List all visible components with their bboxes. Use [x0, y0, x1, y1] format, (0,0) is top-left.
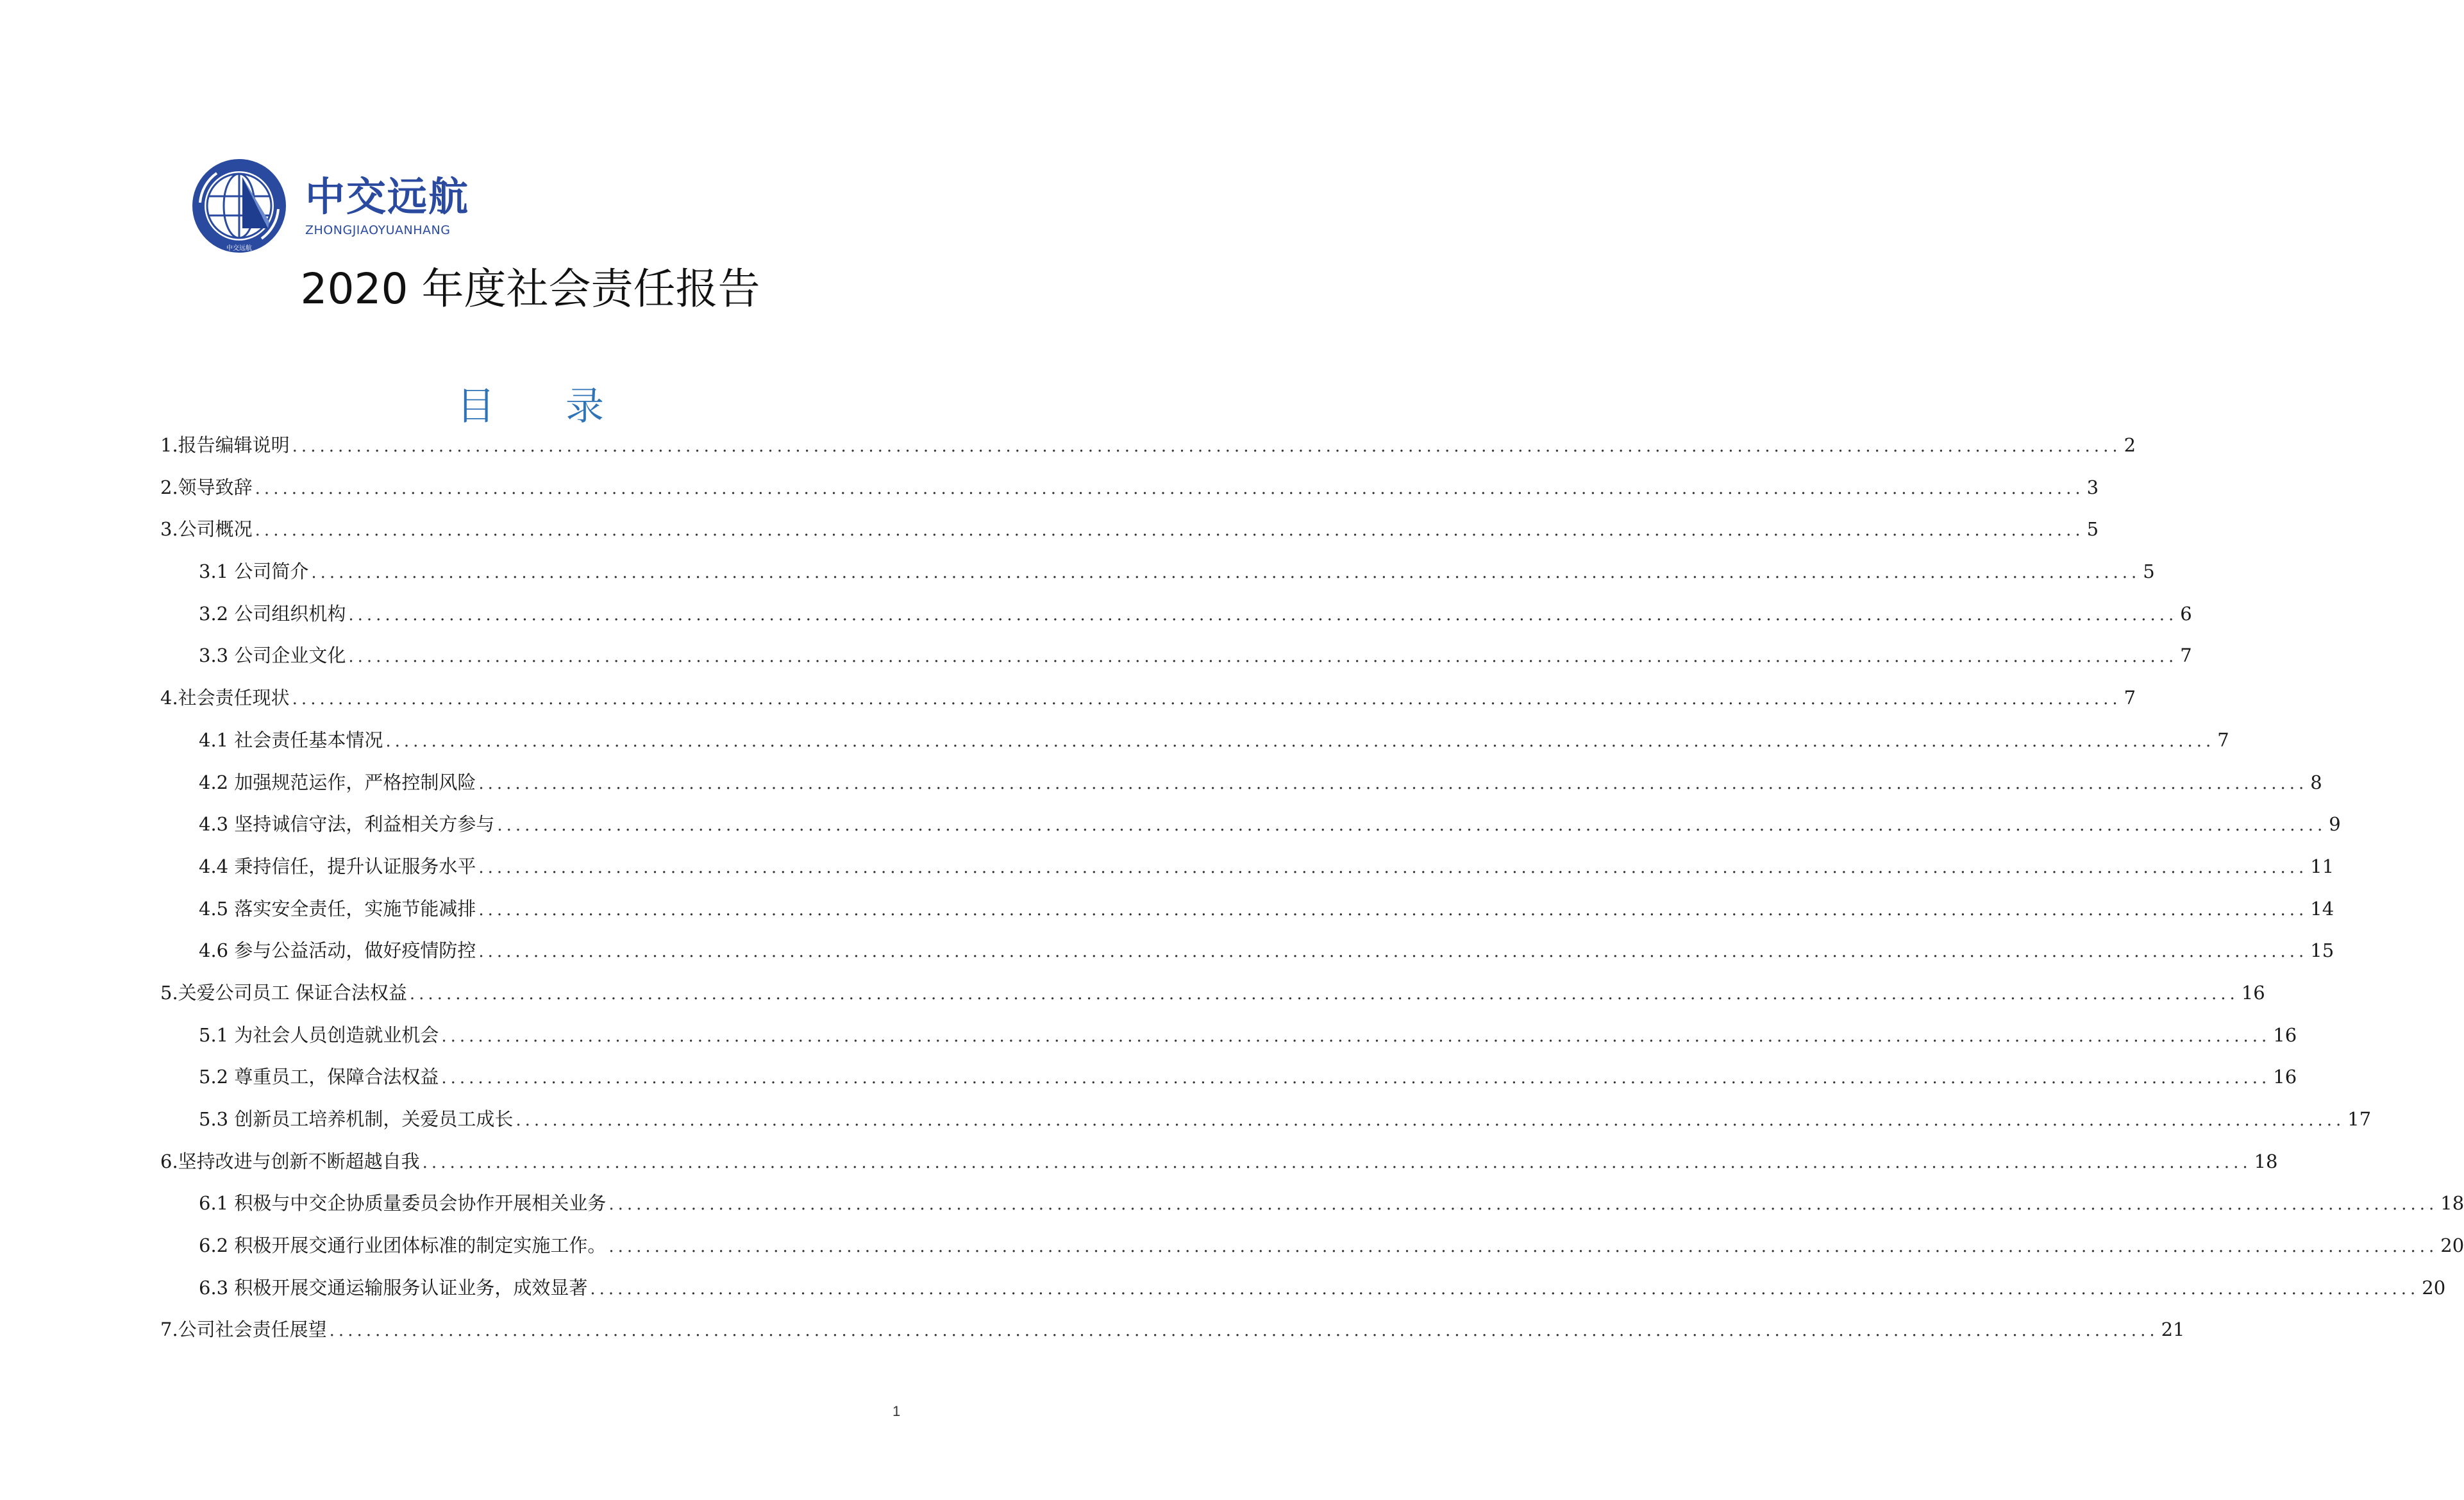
toc-entry[interactable] — [160, 813, 2341, 857]
toc-leader-dots: ........................................................................................................................................................................................................ — [441, 1068, 2271, 1088]
toc-entry-title: 5.2 尊重员工，保障合法权益 — [199, 1066, 439, 1088]
toc-entry-title: 3.2 公司组织机构 — [199, 602, 346, 625]
toc-entry-page: 5 — [2143, 560, 2155, 583]
toc-entry-title: 5.关爱公司员工 保证合法权益 — [160, 981, 407, 1004]
toc-entry-page: 9 — [2329, 813, 2341, 836]
toc-entry[interactable] — [160, 434, 2136, 478]
toc-entry-page: 14 — [2310, 897, 2334, 920]
toc-entry-page: 17 — [2347, 1108, 2372, 1130]
toc-entry-page: 7 — [2124, 687, 2136, 709]
logo-name-cn: 中交远航 — [305, 173, 470, 220]
toc-entry-page: 2 — [2124, 434, 2136, 456]
toc-entry-title: 6.1 积极与中交企协质量委员会协作开展相关业务 — [199, 1192, 607, 1215]
toc-entry[interactable] — [160, 729, 2229, 773]
toc-leader-dots: ........................................................................................................................................................................................................ — [311, 563, 2141, 583]
toc-entry-title: 5.3 创新员工培养机制，关爱员工成长 — [199, 1108, 514, 1130]
toc-entry-title: 3.1 公司简介 — [199, 560, 309, 583]
toc-entry-title: 3.公司概况 — [160, 518, 253, 541]
toc-leader-dots: ........................................................................................................................................................................................................ — [590, 1279, 2420, 1299]
toc-entry-title: 4.社会责任现状 — [160, 687, 290, 709]
toc-entry[interactable] — [160, 1235, 2464, 1279]
toc-entry-page: 16 — [2273, 1066, 2297, 1088]
toc-leader-dots: ........................................................................................................................................................................................................ — [441, 1026, 2271, 1046]
toc-entry-title: 6.3 积极开展交通运输服务认证业务，成效显著 — [199, 1276, 588, 1299]
toc-leader-dots: ........................................................................................................................................................................................................ — [422, 1152, 2252, 1172]
toc-entry-title: 4.6 参与公益活动，做好疫情防控 — [199, 940, 476, 962]
toc-heading: 目录 — [457, 384, 675, 429]
toc-entry-title: 3.3 公司企业文化 — [199, 645, 346, 667]
toc-entry-title: 5.1 为社会人员创造就业机会 — [199, 1024, 439, 1046]
toc-entry-page: 5 — [2086, 518, 2099, 541]
toc-leader-dots: ........................................................................................................................................................................................................ — [608, 1195, 2438, 1215]
table-of-contents — [160, 434, 2464, 1363]
toc-leader-dots: ........................................................................................................................................................................................................ — [478, 900, 2308, 920]
toc-entry-title: 4.3 坚持诚信守法，利益相关方参与 — [199, 813, 495, 836]
toc-entry-page: 18 — [2254, 1150, 2278, 1172]
toc-entry[interactable] — [160, 1150, 2278, 1195]
toc-entry-page: 20 — [2440, 1235, 2464, 1257]
toc-entry-page: 21 — [2161, 1319, 2185, 1341]
toc-entry[interactable] — [160, 940, 2334, 984]
toc-entry-page: 15 — [2310, 940, 2334, 962]
toc-entry-page: 7 — [2180, 645, 2192, 667]
toc-entry[interactable] — [160, 1319, 2185, 1363]
toc-leader-dots: ........................................................................................................................................................................................................ — [497, 816, 2327, 836]
toc-entry-page: 7 — [2217, 729, 2229, 751]
toc-leader-dots: ........................................................................................................................................................................................................ — [255, 521, 2084, 541]
toc-entry-page: 3 — [2086, 476, 2099, 498]
company-logo — [191, 158, 486, 260]
toc-entry[interactable] — [160, 560, 2155, 605]
toc-entry-page: 8 — [2310, 771, 2322, 793]
document-title: 2020 年度社会责任报告 — [300, 264, 760, 314]
toc-leader-dots: ........................................................................................................................................................................................................ — [348, 605, 2178, 625]
toc-entry[interactable] — [160, 981, 2265, 1026]
toc-entry-title: 4.5 落实安全责任，实施节能减排 — [199, 897, 476, 920]
toc-entry[interactable] — [160, 687, 2136, 731]
toc-leader-dots: ........................................................................................................................................................................................................ — [478, 857, 2308, 877]
toc-entry-title: 4.4 秉持信任，提升认证服务水平 — [199, 855, 476, 877]
toc-leader-dots: ........................................................................................................................................................................................................ — [348, 647, 2178, 667]
toc-entry-title: 2.领导致辞 — [160, 476, 253, 498]
toc-entry-page: 16 — [2273, 1024, 2297, 1046]
toc-entry-title: 6.2 积极开展交通行业团体标准的制定实施工作。 — [199, 1235, 607, 1257]
toc-leader-dots: ........................................................................................................................................................................................................ — [515, 1111, 2345, 1130]
toc-entry-page: 11 — [2310, 855, 2334, 877]
toc-entry[interactable] — [160, 1066, 2297, 1110]
toc-entry[interactable] — [160, 855, 2334, 900]
page-number: 1 — [893, 1403, 901, 1419]
toc-leader-dots: ........................................................................................................................................................................................................ — [329, 1321, 2159, 1341]
toc-leader-dots: ........................................................................................................................................................................................................ — [409, 984, 2239, 1004]
toc-entry[interactable] — [160, 1276, 2446, 1321]
toc-entry[interactable] — [160, 476, 2099, 521]
toc-entry[interactable] — [160, 771, 2322, 816]
toc-entry[interactable] — [160, 1024, 2297, 1068]
toc-entry[interactable] — [160, 602, 2192, 647]
toc-entry-page: 6 — [2180, 602, 2192, 625]
toc-entry[interactable] — [160, 518, 2099, 562]
seal-text: 中交远航 — [226, 245, 252, 252]
globe-sail-seal-icon — [191, 158, 287, 254]
toc-leader-dots: ........................................................................................................................................................................................................ — [608, 1237, 2438, 1257]
toc-entry-title: 4.1 社会责任基本情况 — [199, 729, 383, 751]
toc-entry[interactable] — [160, 1192, 2464, 1236]
toc-entry[interactable] — [160, 645, 2192, 689]
toc-leader-dots: ........................................................................................................................................................................................................ — [255, 478, 2084, 498]
logo-name-en: ZHONGJIAOYUANHANG — [305, 223, 451, 237]
toc-entry[interactable] — [160, 897, 2334, 942]
toc-entry-title: 6.坚持改进与创新不断超越自我 — [160, 1150, 420, 1172]
toc-entry-title: 4.2 加强规范运作，严格控制风险 — [199, 771, 476, 793]
toc-entry-page: 16 — [2241, 981, 2265, 1004]
toc-entry-page: 20 — [2422, 1276, 2446, 1299]
toc-entry-title: 7.公司社会责任展望 — [160, 1319, 327, 1341]
toc-leader-dots: ........................................................................................................................................................................................................ — [478, 942, 2308, 962]
toc-leader-dots: ........................................................................................................................................................................................................ — [292, 437, 2122, 456]
toc-entry[interactable] — [160, 1108, 2372, 1152]
toc-entry-title: 1.报告编辑说明 — [160, 434, 290, 456]
toc-entry-page: 18 — [2440, 1192, 2464, 1215]
toc-leader-dots: ........................................................................................................................................................................................................ — [292, 689, 2122, 709]
toc-leader-dots: ........................................................................................................................................................................................................ — [385, 731, 2215, 751]
toc-leader-dots: ........................................................................................................................................................................................................ — [478, 773, 2308, 793]
